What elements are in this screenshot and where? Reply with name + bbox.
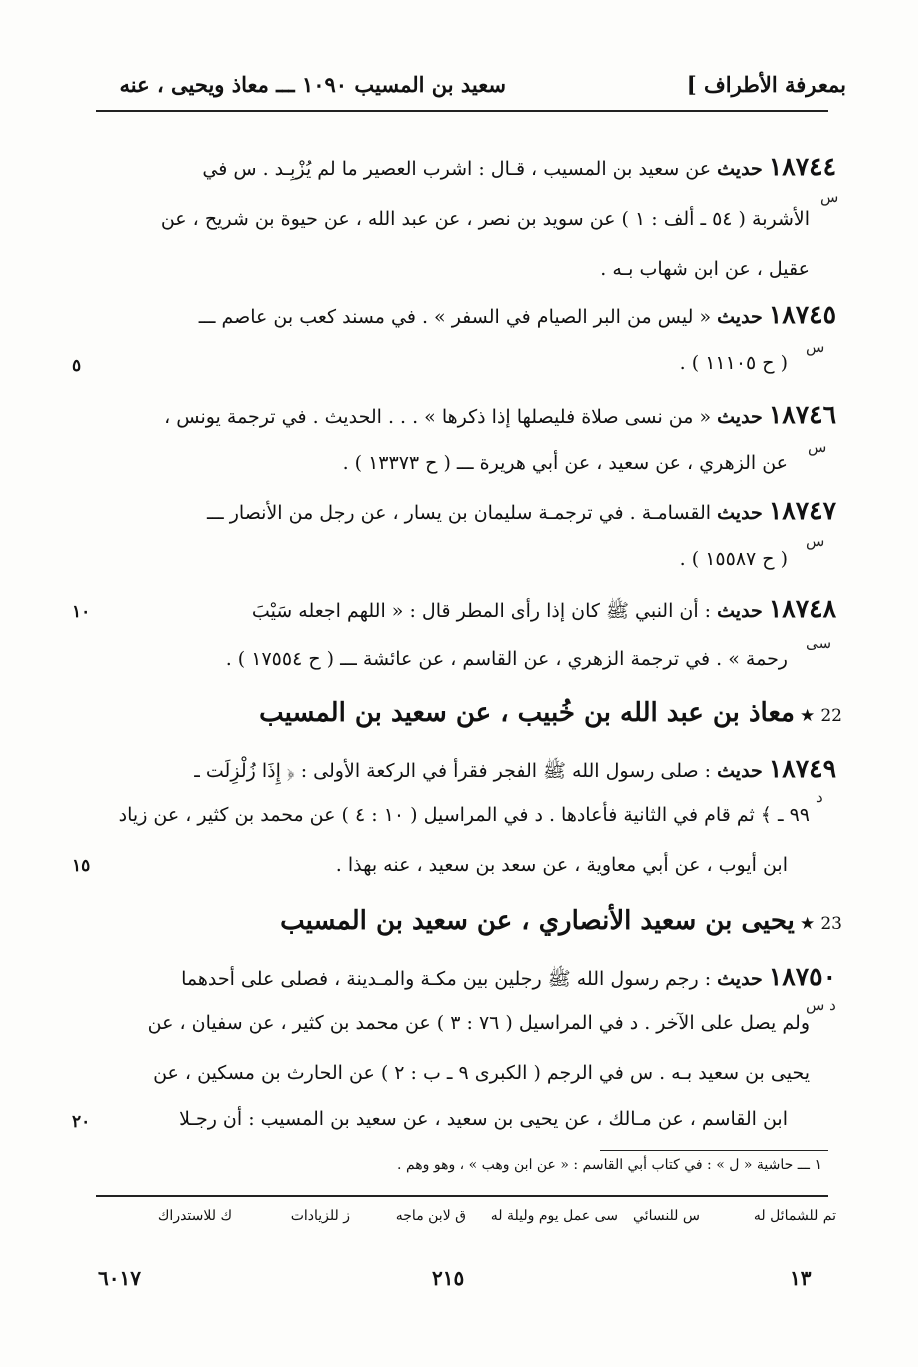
line-number-15: ١٥ — [72, 856, 91, 876]
entry-margin-siglum: س — [806, 532, 825, 550]
section-number: 23 — [820, 914, 842, 934]
entry-18750-line-4: ابن القاسم ، عن مـالك ، عن يحيى بن سعيد ، عن سعيد بن المسيب : أن رجـلا — [179, 1108, 788, 1130]
hadith-label: حديث — [717, 502, 763, 524]
section-title: يحيى بن سعيد الأنصاري ، عن سعيد بن المسيب — [280, 906, 795, 936]
hadith-label: حديث — [717, 968, 763, 990]
section-title: معاذ بن عبد الله بن خُبيب ، عن سعيد بن المسيب — [259, 698, 795, 728]
entry-18744-line-3: عقيل ، عن ابن شهاب بـه . — [600, 258, 810, 280]
entry-18747-line-2: ( ح ١٥٥٨٧ ) . — [679, 548, 788, 570]
page-number-center: ٢١٥ — [432, 1266, 465, 1290]
hadith-label: حديث — [717, 600, 763, 622]
hadith-number: ١٨٧٥٠ — [768, 962, 836, 991]
entry-18750-line-2: ولم يصل على الآخر . د في المراسيل ( ٧٦ : ٣ ) عن محمد بن كثير ، عن سفيان ، عن — [147, 1012, 810, 1034]
hadith-number: ١٨٧٤٦ — [768, 400, 836, 429]
section-22-heading — [259, 698, 842, 728]
abbreviation-rule — [96, 1195, 828, 1197]
entry-18748-line-1 — [252, 594, 836, 627]
hadith-label: حديث — [717, 306, 763, 328]
entry-18749-line-1 — [194, 754, 836, 787]
abbreviation-4: ق لابن ماجه — [395, 1208, 466, 1224]
entry-text: : صلى رسول الله ﷺ الفجر فقرأ في الركعة الأولى : ﴿ إِذَا زُلْزِلَت ـ — [194, 760, 712, 782]
entry-18750-line-1 — [181, 962, 836, 995]
entry-margin-siglum: س — [808, 438, 827, 456]
entry-18745-line-2: ( ح ١١١٠٥ ) . — [679, 352, 788, 374]
entry-18747-line-1 — [207, 496, 836, 525]
hadith-number: ١٨٧٤٥ — [768, 300, 836, 329]
header-rule — [96, 110, 828, 112]
hadith-number: ١٨٧٤٨ — [768, 594, 836, 623]
abbreviation-1: تم للشمائل له — [753, 1208, 836, 1224]
entry-18746-line-1 — [164, 400, 836, 429]
header-running-title: سعيد بن المسيب ١٠٩٠ ـــ معاذ ويحيى ، عنه — [119, 72, 506, 97]
entry-text: عن سعيد بن المسيب ، قـال : اشرب العصير ما لم يُزْبِـد . س في — [202, 158, 712, 180]
entry-18744-line-2: الأشربة ( ٥٤ ـ ألف : ١ ) عن سويد بن نصر ، عن عبد الله ، عن حيوة بن شريح ، عن — [160, 208, 810, 230]
entry-18750-line-3: يحيى بن سعيد بـه . س في الرجم ( الكبرى ٩ ـ ب : ٢ ) عن الحارث بن مسكين ، عن — [153, 1062, 810, 1084]
hadith-number: ١٨٧٤٤ — [768, 152, 836, 181]
entry-18744-line-1 — [202, 152, 836, 181]
page-number-left: ٦٠١٧ — [98, 1266, 141, 1290]
footnote: ١ ـــ حاشية « ل » : في كتاب أبي القاسم : « عن ابن وهب » ، وهو وهم . — [397, 1157, 822, 1173]
abbreviation-3: سى عمل يوم وليلة له — [490, 1208, 618, 1224]
entry-text: : أن النبي ﷺ كان إذا رأى المطر قال : « اللهم اجعله سَيْبَ — [251, 600, 712, 622]
line-number-5: ٥ — [72, 356, 82, 376]
star-icon: ★ — [800, 706, 816, 726]
hadith-number: ١٨٧٤٩ — [768, 754, 836, 783]
entry-margin-siglum: س — [806, 338, 825, 356]
section-23-heading — [280, 906, 842, 936]
hadith-number: ١٨٧٤٧ — [768, 496, 836, 525]
footnote-rule — [600, 1150, 828, 1151]
entry-text: « ليس من البر الصيام في السفر » . في مسند كعب بن عاصم ـــ — [198, 306, 712, 328]
page-number-right: ١٣ — [790, 1266, 812, 1290]
entry-margin-siglum: د س — [806, 996, 836, 1014]
entry-margin-siglum: د — [816, 788, 823, 806]
entry-text: « من نسى صلاة فليصلها إذا ذكرها » . . . الحديث . في ترجمة يونس ، — [164, 406, 712, 428]
header-book-title: بمعرفة الأطراف ] — [686, 72, 846, 97]
line-number-10: ١٠ — [72, 602, 91, 622]
entry-text: القسامـة . في ترجمـة سليمان بن يسار ، عن رجل من الأنصار ـــ — [207, 502, 712, 524]
hadith-label: حديث — [717, 406, 763, 428]
hadith-label: حديث — [717, 760, 763, 782]
entry-18746-line-2: عن الزهري ، عن سعيد ، عن أبي هريرة ـــ ( ح ١٣٣٧٣ ) . — [342, 452, 788, 474]
entry-18749-line-3: ابن أيوب ، عن أبي معاوية ، عن سعد بن سعيد ، عنه بهذا . — [335, 854, 788, 876]
entry-margin-siglum: س — [820, 188, 839, 206]
entry-text: : رجم رسول الله ﷺ رجلين بين مكـة والمـدينة ، فصلى على أحدهما — [181, 968, 712, 990]
abbreviation-2: س للنسائي — [633, 1208, 700, 1224]
abbreviation-6: ك للاستدراك — [157, 1208, 232, 1224]
line-number-20: ٢٠ — [72, 1112, 91, 1132]
hadith-label: حديث — [717, 158, 763, 180]
entry-18745-line-1 — [199, 300, 836, 329]
entry-18749-line-2: ٩٩ ـ ﴾ ثم قام في الثانية فأعادها . د في المراسيل ( ١٠ : ٤ ) عن محمد بن كثير ، عن زياد — [118, 804, 810, 826]
section-number: 22 — [820, 706, 842, 726]
star-icon: ★ — [800, 914, 816, 934]
abbreviation-5: ز للزيادات — [290, 1208, 350, 1224]
entry-18748-line-2: رحمة » . في ترجمة الزهري ، عن القاسم ، عن عائشة ـــ ( ح ١٧٥٥٤ ) . — [225, 648, 788, 670]
entry-margin-siglum: سى — [806, 634, 832, 652]
